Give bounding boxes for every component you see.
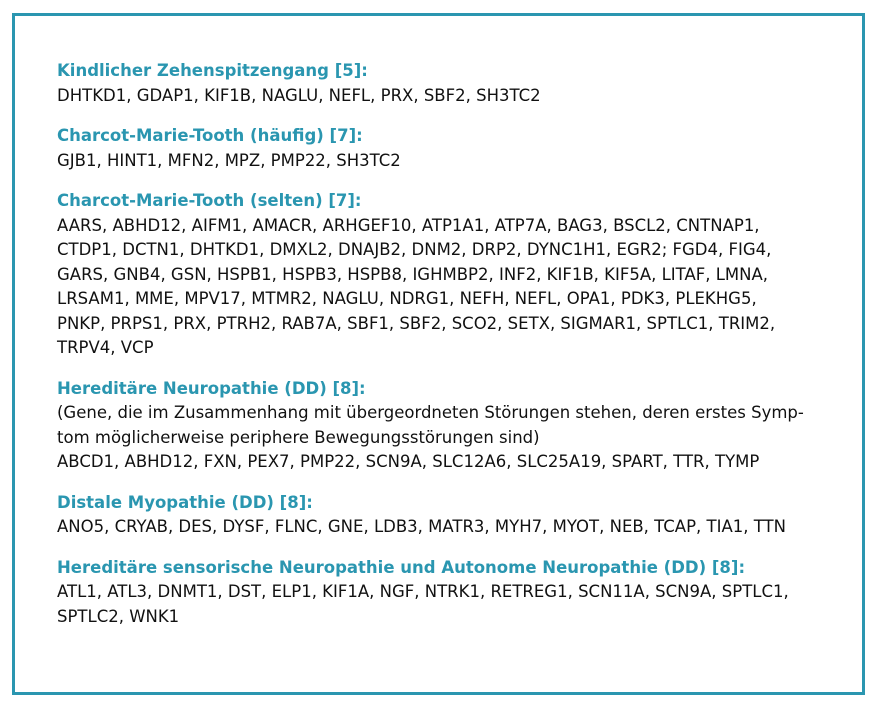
gene-line: TRPV4, VCP [57,338,154,357]
gene-line: GJB1, HINT1, MFN2, MPZ, PMP22, SH3TC2 [57,150,401,170]
gene-line: ABCD1, ABHD12, FXN, PEX7, PMP22, SCN9A, SLC12A6, SLC25A19, SPART, TTR, TYMP [57,452,760,471]
section-heading: Hereditäre Neuropathie (DD) [8]: [57,378,366,398]
section-distale-myopathie [57,491,827,540]
section-heading: Hereditäre sensorische Neuropathie und Autonome Neuropathie (DD) [8]: [57,557,746,577]
note-line: (Gene, die im Zusammenhang mit übergeordneten Störungen stehen, deren erstes Symp- [57,403,804,422]
gene-line: LRSAM1, MME, MPV17, MTMR2, NAGLU, NDRG1, NEFH, NEFL, OPA1, PDK3, PLEKHG5, [57,289,757,308]
gene-line: DHTKD1, GDAP1, KIF1B, NAGLU, NEFL, PRX, SBF2, SH3TC2 [57,85,541,105]
gene-line: CTDP1, DCTN1, DHTKD1, DMXL2, DNAJB2, DNM2, DRP2, DYNC1H1, EGR2; FGD4, FIG4, [57,240,772,259]
section-heading: Charcot-Marie-Tooth (selten) [7]: [57,191,362,210]
section-hsan [57,556,827,630]
section-heading: Kindlicher Zehenspitzengang [5]: [57,61,368,80]
note-line: tom möglicherweise periphere Bewegungsstörungen sind) [57,427,540,447]
gene-list-box [57,59,827,645]
gene-line: ANO5, CRYAB, DES, DYSF, FLNC, GNE, LDB3, MATR3, MYH7, MYOT, NEB, TCAP, TIA1, TTN [57,517,786,536]
section-heading: Distale Myopathie (DD) [8]: [57,492,313,512]
gene-line: ATL1, ATL3, DNMT1, DST, ELP1, KIF1A, NGF, NTRK1, RETREG1, SCN11A, SCN9A, SPTLC1, [57,582,789,601]
section-cmt-haeufig [57,124,827,173]
section-hereditaere-neuropathie [57,377,827,475]
gene-line: SPTLC2, WNK1 [57,606,180,626]
gene-line: GARS, GNB4, GSN, HSPB1, HSPB3, HSPB8, IGHMBP2, INF2, KIF1B, KIF5A, LITAF, LMNA, [57,264,769,284]
gene-line: AARS, ABHD12, AIFM1, AMACR, ARHGEF10, ATP1A1, ATP7A, BAG3, BSCL2, CNTNAP1, [57,215,760,235]
section-heading: Charcot-Marie-Tooth (häufig) [7]: [57,126,363,145]
section-cmt-selten [57,189,827,361]
section-kindlicher-zehenspitzengang [57,59,827,108]
gene-line: PNKP, PRPS1, PRX, PTRH2, RAB7A, SBF1, SBF2, SCO2, SETX, SIGMAR1, SPTLC1, TRIM2, [57,313,776,333]
